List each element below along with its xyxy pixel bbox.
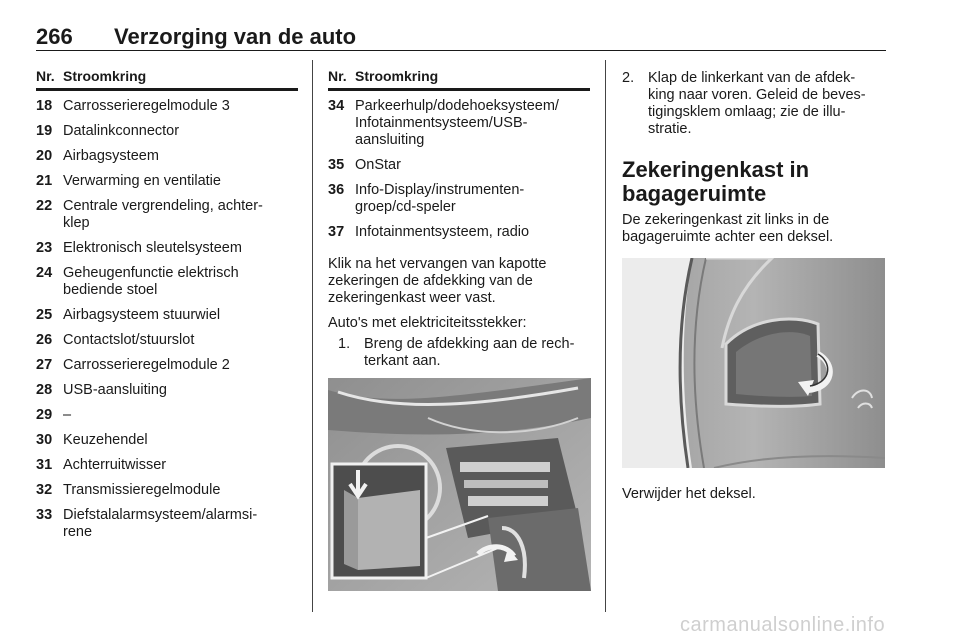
table-row: [328, 95, 590, 154]
fuse-circuit: Geheugenfunctie elektrisch bediende stoel: [63, 265, 239, 298]
fuse-circuit: Centrale vergrendeling, achter- klep: [63, 198, 263, 231]
table-row: [36, 304, 298, 329]
fuse-circuit: USB-aansluiting: [63, 382, 167, 398]
fuse-number: 23: [36, 240, 53, 256]
fuse-number: 35: [328, 157, 345, 173]
fuse-number: 31: [36, 457, 53, 473]
table-row: [36, 95, 298, 120]
table-row: [36, 262, 298, 304]
fuse-number: 22: [36, 198, 53, 214]
fuse-circuit: Transmissieregelmodule: [63, 482, 221, 498]
fuse-number: 32: [36, 482, 53, 498]
fuse-circuit: Diefstalalarmsysteem/alarmsi- rene: [63, 507, 258, 540]
fuse-circuit: Contactslot/stuurslot: [63, 332, 195, 348]
fuse-number: 28: [36, 382, 53, 398]
step-1-text: Breng de afdekking aan de rech- terkant aan.: [364, 336, 575, 369]
reattach-cover-paragraph: Klik na het vervangen van kapotte zekeringen de afdekking van de zekeringenkast weer vast.: [328, 256, 547, 306]
fuse-circuit: Keuzehendel: [63, 432, 148, 448]
fuse-circuit: Elektronisch sleutelsysteem: [63, 240, 242, 256]
left-column: [36, 66, 298, 546]
table-row: [36, 195, 298, 237]
table-row: [36, 429, 298, 454]
plugin-vehicles-paragraph: Auto's met elektriciteitsstekker:: [328, 315, 527, 331]
table-header-circuit: Stroomkring: [355, 68, 439, 84]
location-paragraph: De zekeringenkast zit links in de bagageruimte achter een deksel.: [622, 212, 834, 245]
fuse-number: 27: [36, 357, 53, 373]
fuse-number: 25: [36, 307, 53, 323]
table-row: [328, 179, 590, 221]
fuse-number: 33: [36, 507, 53, 523]
fuse-circuit: Airbagsysteem: [63, 148, 159, 164]
fuse-number: 18: [36, 98, 53, 114]
remove-cover-paragraph: Verwijder het deksel.: [622, 486, 756, 502]
table-row: [36, 237, 298, 262]
fuse-number: 36: [328, 182, 345, 198]
page-number: 266: [36, 24, 73, 49]
table-row: [36, 120, 298, 145]
fuse-circuit: Parkeerhulp/dodehoeksysteem/ Infotainmentsysteem/USB- aansluiting: [355, 98, 559, 148]
table-header-nr: Nr.: [328, 68, 347, 84]
fuse-number: 37: [328, 224, 345, 240]
fuse-number: 24: [36, 265, 53, 281]
fuse-circuit: –: [63, 407, 72, 423]
table-header: [328, 66, 590, 88]
fuse-circuit: Carrosserieregelmodule 3: [63, 98, 230, 114]
middle-fuse-table: [328, 95, 590, 246]
fuse-circuit: Verwarming en ventilatie: [63, 173, 221, 189]
page-title: Verzorging van de auto: [114, 24, 357, 49]
header-rule: [36, 50, 886, 51]
section-heading: Zekeringenkast in bagageruimte: [622, 157, 810, 206]
fuse-circuit: Info-Display/instrumenten- groep/cd-speler: [355, 182, 525, 215]
fuse-number: 21: [36, 173, 53, 189]
table-row: [36, 504, 298, 546]
table-row: [36, 479, 298, 504]
fuse-circuit: Datalinkconnector: [63, 123, 180, 139]
fuse-number: 34: [328, 98, 345, 114]
luggage-compartment-fuse-cover-illustration: [622, 258, 885, 468]
table-row: [36, 354, 298, 379]
left-fuse-table: [36, 95, 298, 546]
table-header-nr: Nr.: [36, 68, 55, 84]
fuse-circuit: Achterruitwisser: [63, 457, 167, 473]
step-1: [338, 336, 590, 370]
step-1-number: 1.: [338, 336, 351, 352]
middle-column: [328, 66, 590, 370]
table-row: [36, 404, 298, 429]
column-divider-right: [605, 60, 606, 612]
fuse-number: 26: [36, 332, 53, 348]
fuse-number: 19: [36, 123, 53, 139]
fuse-number: 30: [36, 432, 53, 448]
table-row: [36, 145, 298, 170]
step-2-text: Klap de linkerkant van de afdek- king naar voren. Geleid de beves- tigingsklem omlaag; zie de illu- stratie.: [648, 70, 866, 137]
table-header-rule: [36, 88, 298, 91]
step-2-number: 2.: [622, 70, 635, 86]
column-divider-left: [312, 60, 313, 612]
table-row: [328, 221, 590, 246]
fuse-circuit: Carrosserieregelmodule 2: [63, 357, 230, 373]
console-fuse-cover-illustration: [328, 378, 591, 591]
table-row: [36, 170, 298, 195]
table-row: [36, 329, 298, 354]
fuse-circuit: Infotainmentsysteem, radio: [355, 224, 530, 240]
right-column: [622, 70, 892, 246]
fuse-number: 29: [36, 407, 53, 423]
table-row: [328, 154, 590, 179]
fuse-circuit: OnStar: [355, 157, 401, 173]
table-header: [36, 66, 298, 88]
fuse-circuit: Airbagsysteem stuurwiel: [63, 307, 221, 323]
table-row: [36, 379, 298, 404]
table-header-circuit: Stroomkring: [63, 68, 147, 84]
watermark: carmanualsonline.info: [680, 614, 886, 636]
table-row: [36, 454, 298, 479]
page-header: [36, 24, 886, 52]
table-header-rule: [328, 88, 590, 91]
fuse-number: 20: [36, 148, 53, 164]
step-2: [622, 70, 892, 138]
